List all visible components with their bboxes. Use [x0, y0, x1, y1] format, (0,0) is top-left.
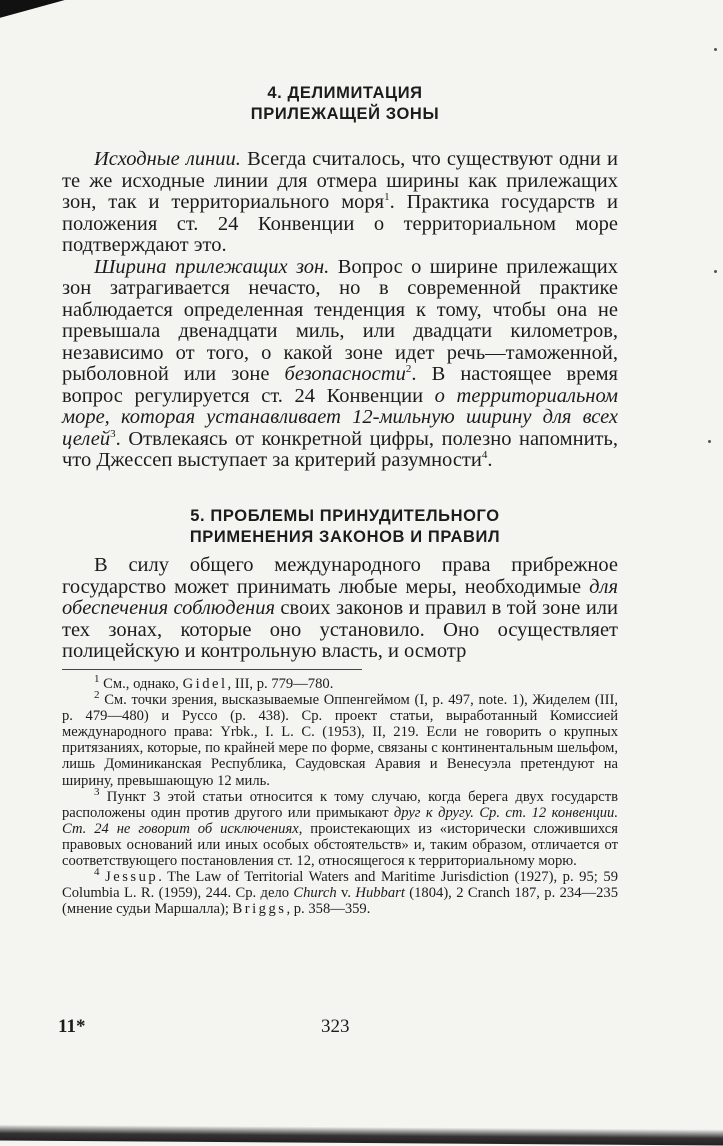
- footnote-case: Hubbart: [355, 885, 405, 902]
- heading-line: 4. ДЕЛИМИТАЦИЯ: [267, 84, 423, 102]
- footnote-text: v.: [336, 885, 356, 902]
- paragraph-lead: Исходные линии.: [94, 148, 241, 170]
- footnote-text: , III, p. 779—780.: [227, 676, 334, 692]
- paragraph-enforcement: [62, 555, 618, 663]
- footnote-number: 3: [94, 785, 100, 798]
- footnote-number: 1: [94, 673, 100, 686]
- footnote-italic: друг к другу. Ср. ст. 12 конвенции. Ст. 24 не говорит об исключениях,: [62, 804, 618, 837]
- heading-line: ПРИЛЕЖАЩЕЙ ЗОНЫ: [250, 105, 440, 123]
- footnote-number: 2: [94, 689, 100, 702]
- footnote-3: [62, 785, 618, 870]
- scan-bottom-edge: [0, 1124, 723, 1145]
- footnote-4: [62, 866, 619, 918]
- footnote-text: . The Law of Territorial Waters and Maritime Jurisdiction (1927), p. 95; 59 Columbia L. R. (1959), 244. Ср. дело: [62, 869, 618, 902]
- footnote-case: Church: [293, 885, 337, 902]
- footnote-author: Gidel: [182, 676, 228, 692]
- footnote-ref: 3: [110, 427, 116, 440]
- paragraph-text: Вопрос о ширине прилежащих зон затрагивается нечасто, но в современной практике наблюдается определенная тенденция к тому, чтобы она не превышала двенадцати миль, или двадцати километров, независимо от того, о какой зоне идет речь—таможенной, рыболовной или зоне: [62, 255, 619, 385]
- scan-speck: [714, 48, 717, 51]
- footnote-text: проистекающих из «исторически сложившихся правовых оснований или иных особых обстоятельств» и, таким образом, отличается от соответствующего постановления ст. 12, относящегося к территориальному морю.: [62, 820, 618, 870]
- signature-mark: 11*: [58, 1016, 86, 1037]
- footnote-1: [62, 673, 618, 692]
- paragraph-text: . Практика государств и положения ст. 24 Конвенции о территориальном море подтверждают это.: [62, 191, 619, 256]
- paragraph-text: . В настоящее время вопрос регулируется ст. 24 Конвенции: [62, 363, 618, 407]
- paragraph-italic: безопасности: [284, 363, 406, 385]
- paragraph-text: В силу общего международного права прибрежное государство может принимать любые меры, необходимые: [62, 554, 618, 598]
- scan-speck: [708, 440, 711, 443]
- footnote-ref: 2: [405, 363, 412, 376]
- page-footer: [58, 1016, 618, 1040]
- paragraph-text: . Отвлекаясь от конкретной цифры, полезно напомнить, что Джессеп выступает за критерий разумности: [62, 427, 618, 471]
- footnote-text: , p. 358—359.: [286, 901, 371, 918]
- footnote-text: См., однако,: [99, 676, 183, 692]
- heading-line: 5. ПРОБЛЕМЫ ПРИНУДИТЕЛЬНОГО: [190, 507, 500, 525]
- section-4-body: [62, 149, 618, 472]
- footnote-text: Пункт 3 этой статьи относится к тому случаю, когда берега двух государств расположены один против другого или примыкают: [62, 788, 618, 821]
- footnote-text: (1804), 2 Cranch 187, p. 234—235 (мнение судьи Маршалла);: [62, 885, 619, 918]
- paragraph-italic: для обеспечения соблюдения: [62, 575, 618, 619]
- paragraph-width: [62, 257, 618, 472]
- footnote-number: 4: [94, 866, 100, 879]
- paragraph-italic: о территориальном море, которая устанавливает 12-мильную ширину для всех целей: [62, 384, 618, 450]
- footnote-author: Briggs: [232, 901, 287, 918]
- footnote-2: [62, 689, 618, 789]
- footnote-ref: 4: [481, 449, 488, 462]
- footnote-text: См. точки зрения, высказываемые Оппенгеймом (I, p. 497, note. 1), Жиделем (III, p. 479—480) и Руссо (p. 438). Ср. проект статьи, выработанный Комиссией международного права: Yrbk., I. L. C. (1953), II, 219. Если не говорить о крупных притязаниях, которые, по крайней мере по форме, связаны с континентальным шельфом, лишь Доминиканская Республика, Саудовская Аравия и Венесуэла претендуют на ширину, превышающую 12 миль.: [62, 692, 618, 789]
- scan-speck: [714, 270, 717, 273]
- section-heading-5: [60, 506, 630, 548]
- page-number: 323: [321, 1016, 350, 1037]
- paragraph-lead: Ширина прилежащих зон.: [94, 255, 330, 278]
- heading-line: ПРИМЕНЕНИЯ ЗАКОНОВ И ПРАВИЛ: [189, 528, 501, 546]
- footnote-ref: 1: [384, 191, 390, 204]
- footnote-divider: [62, 669, 362, 670]
- paragraph-baselines: [62, 149, 618, 257]
- section-heading-4: [60, 83, 630, 125]
- scan-corner-mark: [0, 0, 80, 22]
- paragraph-text: .: [487, 449, 493, 471]
- footnotes: [62, 673, 619, 918]
- footnote-author: Jessup: [105, 869, 159, 886]
- paragraph-text: своих законов и правил в той зоне или тех зонах, которые оно установило. Оно осуществляет полицейскую и контрольную власть, и осмотр: [62, 597, 618, 662]
- paragraph-text: Всегда считалось, что существуют одни и те же исходные линии для отмера ширины как прилежащих зон, так и территориального моря: [62, 148, 618, 213]
- section-5-body: [62, 555, 618, 663]
